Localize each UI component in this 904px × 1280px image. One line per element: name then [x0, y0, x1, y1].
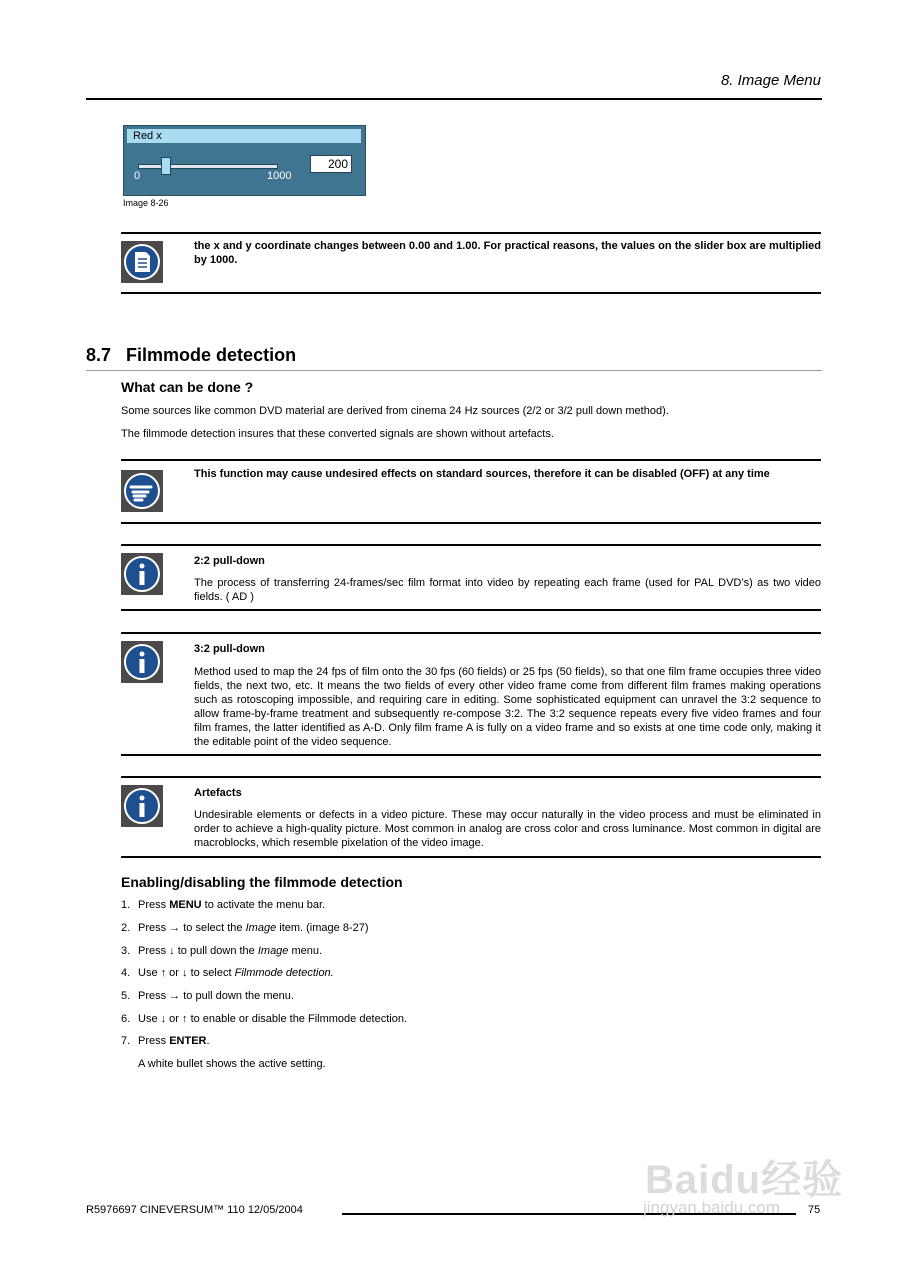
info-box [121, 544, 821, 611]
watermark-logo: Baidu经验 [645, 1158, 844, 1202]
section-number: 8.7 [86, 345, 112, 365]
what-can-be-done-heading: What can be done ? [121, 379, 254, 395]
note-text: the x and y coordinate changes between 0.00 and 1.00. For practical reasons, the values on the slider box are multiplied by 1000. [194, 240, 821, 266]
info-title: 2:2 pull-down [194, 555, 265, 567]
info-box [121, 776, 821, 858]
info-text: The process of transferring 24-frames/sec film format into video by repeating each frame (used for PAL DVD’s) as two video fields. ( AD ) [194, 577, 821, 603]
step-item: 2. Press → to select the Image item. (image 8-27) [121, 922, 369, 934]
figure-caption: Image 8-26 [123, 198, 169, 208]
step-item: 5. Press → to pull down the menu. [121, 990, 294, 1002]
paragraph: Some sources like common DVD material are derived from cinema 24 Hz sources (2/2 or 3/2 pull down method). [121, 405, 669, 417]
info-text: Undesirable elements or defects in a video picture. These may occur naturally in the video process and must be eliminated in order to achieve a high-quality picture. Most common in analog are cross color and cross luminance. Most common in digital are macroblocks, which resemble pixelation of the video image. [194, 809, 821, 849]
slider-track[interactable] [138, 164, 278, 169]
slider-max-label: 1000 [267, 170, 292, 182]
enabling-heading: Enabling/disabling the filmmode detection [121, 874, 403, 890]
section-title: Filmmode detection [126, 345, 297, 365]
footer-doc-id: R5976697 CINEVERSUM™ 110 12/05/2004 [86, 1204, 303, 1216]
slider-value-field[interactable]: 200 [310, 155, 352, 173]
section-rule [86, 370, 822, 371]
info-title: Artefacts [194, 787, 242, 799]
step-item: 7. Press ENTER. [121, 1035, 210, 1047]
step-item: 4. Use ↑ or ↓ to select Filmmode detection. [121, 967, 334, 979]
caution-text: This function may cause undesired effects on standard sources, therefore it can be disabled (OFF) at any time [194, 468, 770, 480]
step-result: A white bullet shows the active setting. [138, 1058, 326, 1070]
slider-title: Red x [127, 129, 361, 143]
slider-thumb[interactable] [161, 157, 171, 175]
paragraph: The filmmode detection insures that these converted signals are shown without artefacts. [121, 428, 554, 440]
info-title: 3:2 pull-down [194, 643, 265, 655]
note-document-icon [121, 241, 163, 283]
slider-min-label: 0 [134, 170, 141, 182]
pointing-hand-icon [121, 470, 163, 512]
note-box [121, 232, 821, 294]
step-item: 3. Press ↓ to pull down the Image menu. [121, 945, 323, 957]
chapter-header: 8. Image Menu [720, 72, 821, 89]
slider-dialog [123, 125, 366, 196]
caution-box [121, 459, 821, 524]
watermark-url: jingyan.baidu.com [643, 1198, 781, 1217]
info-icon [121, 641, 163, 683]
info-box [121, 632, 821, 756]
info-text: Method used to map the 24 fps of film onto the 30 fps (60 fields) or 25 fps (50 fields), so that one film frame occupies three video fields, the next two, etc. It means the two fields of every other video frame come from different film frames making operations such as rotoscoping impossible, and requiring care in editing. Some sophisticated equipment can unravel the 3:2 sequence to allow frame-by-frame treatment and subsequently re-compose 3:2. The 3:2 sequence repeats every five video frames and four film frames, the latter identified as A-D. Only film frame A is fully on a video frame and so exists at one time code only, making it the editable point of the video sequence. [194, 666, 821, 748]
step-item: 6. Use ↓ or ↑ to enable or disable the Filmmode detection. [121, 1013, 408, 1025]
header-rule [86, 98, 822, 100]
info-icon [121, 553, 163, 595]
info-icon [121, 785, 163, 827]
step-item: 1. Press MENU to activate the menu bar. [121, 899, 326, 911]
section-heading [86, 345, 296, 366]
page-number: 75 [808, 1204, 821, 1216]
